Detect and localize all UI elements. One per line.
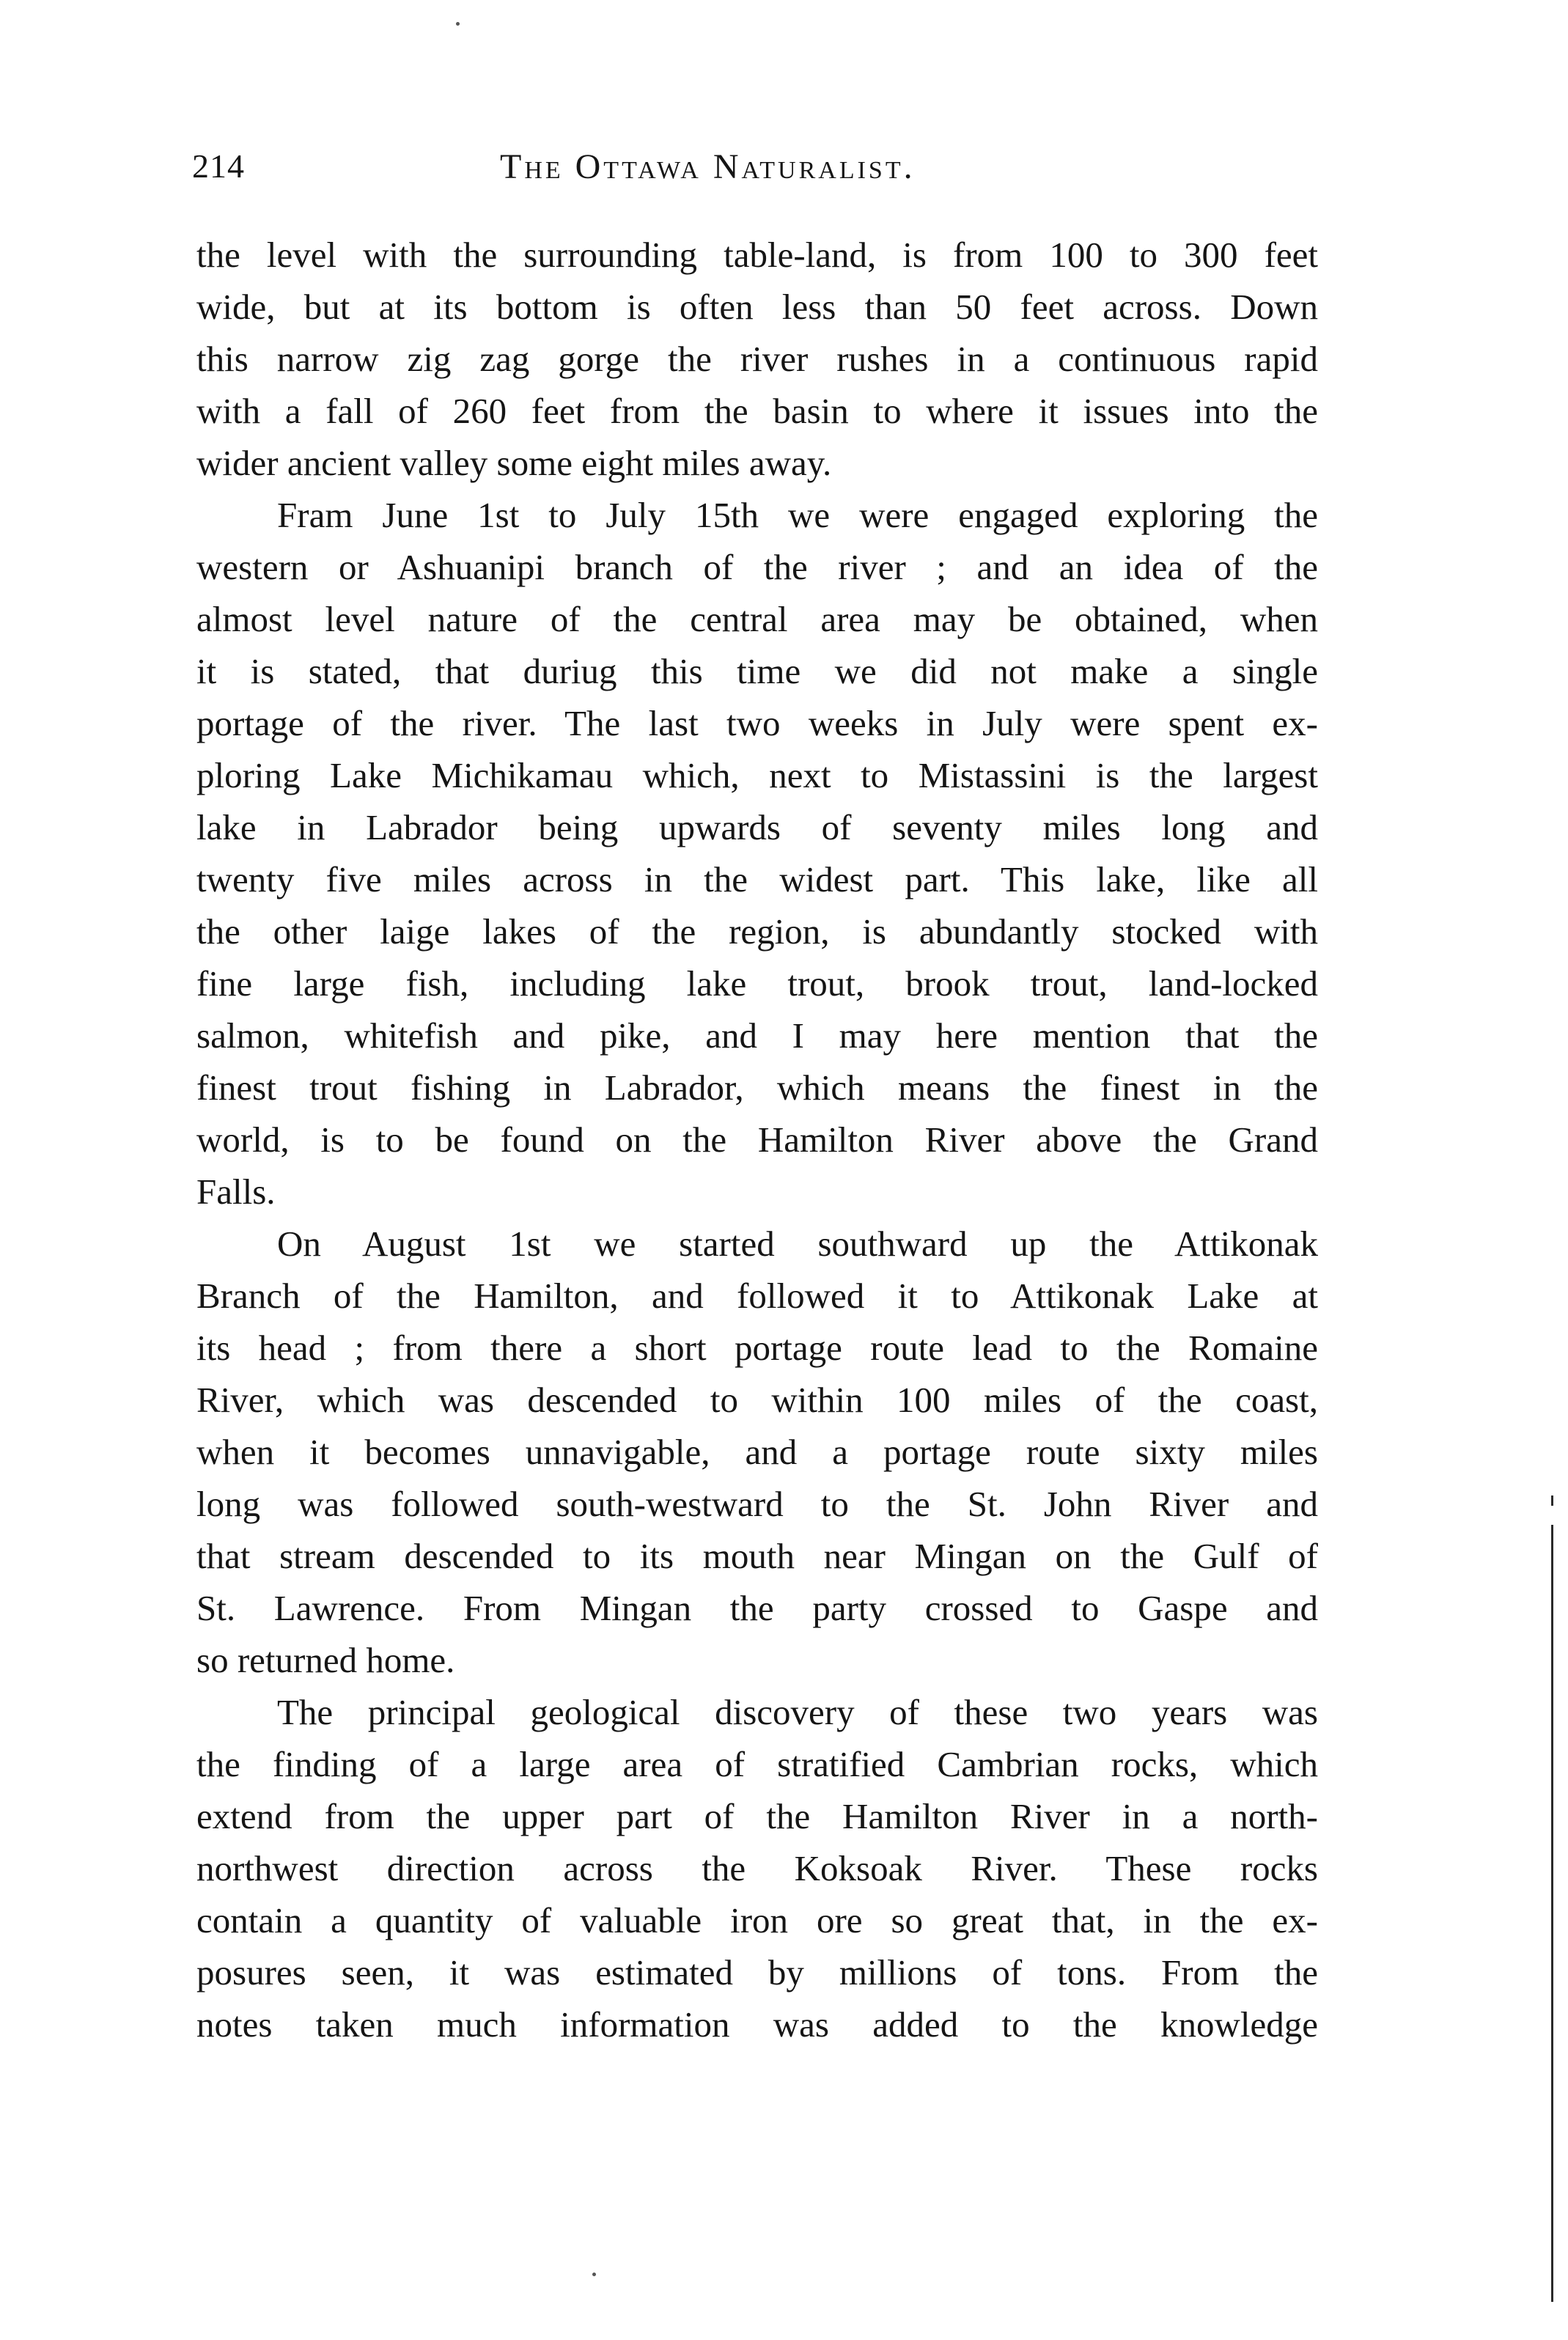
body-text — [196, 229, 1318, 2050]
text-line: world, is to be found on the Hamilton River above the Grand — [196, 1119, 1318, 1160]
text-line: fine large fish, including lake trout, brook trout, land-locked — [196, 963, 1318, 1004]
bottom-ink-dot — [592, 2273, 596, 2276]
text-line: when it becomes unnavigable, and a portage route sixty miles — [196, 1432, 1318, 1472]
text-line: The principal geological discovery of these two years was — [277, 1692, 1318, 1732]
text-line: contain a quantity of valuable iron ore so great that, in the ex- — [196, 1900, 1318, 1940]
text-line: so returned home. — [196, 1640, 455, 1680]
text-line: this narrow zig zag gorge the river rushes in a continuous rapid — [196, 339, 1318, 379]
text-line: the level with the surrounding table-land, is from 100 to 300 feet — [196, 235, 1318, 275]
page-header — [192, 147, 1321, 205]
text-line: its head ; from there a short portage route lead to the Romaine — [196, 1328, 1318, 1368]
text-line: western or Ashuanipi branch of the river ; and an idea of the — [196, 547, 1318, 587]
text-line: it is stated, that duriug this time we did not make a single — [196, 651, 1318, 691]
text-line: that stream descended to its mouth near Mingan on the Gulf of — [196, 1536, 1318, 1576]
text-line: almost level nature of the central area may be obtained, when — [196, 599, 1318, 639]
text-line: the other laige lakes of the region, is abundantly stocked with — [196, 911, 1318, 952]
text-line: portage of the river. The last two weeks in July were spent ex- — [196, 703, 1318, 743]
text-line: northwest direction across the Koksoak River. These rocks — [196, 1848, 1318, 1888]
text-line: the finding of a large area of stratified Cambrian rocks, which — [196, 1744, 1318, 1784]
text-line: notes taken much information was added to the knowledge — [196, 2004, 1318, 2045]
text-line: wider ancient valley some eight miles away. — [196, 443, 832, 483]
text-line: finest trout fishing in Labrador, which means the finest in the — [196, 1067, 1318, 1108]
page-edge-mark — [1551, 1495, 1553, 1506]
page-edge-rule — [1551, 1525, 1553, 2302]
text-line: wide, but at its bottom is often less than 50 feet across. Down — [196, 287, 1318, 327]
text-line: posures seen, it was estimated by millions of tons. From the — [196, 1952, 1318, 1993]
text-line: River, which was descended to within 100 miles of the coast, — [196, 1380, 1318, 1420]
text-line: Falls. — [196, 1171, 276, 1212]
text-line: St. Lawrence. From Mingan the party crossed to Gaspe and — [196, 1588, 1318, 1628]
text-line: long was followed south-westward to the St. John River and — [196, 1484, 1318, 1524]
top-ink-dot — [456, 22, 460, 26]
page-number: 214 — [192, 147, 245, 185]
text-line: Fram June 1st to July 15th we were engaged exploring the — [277, 495, 1318, 535]
text-line: ploring Lake Michikamau which, next to Mistassini is the largest — [196, 755, 1318, 795]
text-line: Branch of the Hamilton, and followed it to Attikonak Lake at — [196, 1276, 1318, 1316]
text-line: extend from the upper part of the Hamilton River in a north- — [196, 1796, 1318, 1836]
text-line: On August 1st we started southward up the Attikonak — [277, 1224, 1318, 1264]
text-line: twenty five miles across in the widest part. This lake, like all — [196, 859, 1318, 899]
text-line: with a fall of 260 feet from the basin to where it issues into the — [196, 391, 1318, 431]
text-line: salmon, whitefish and pike, and I may here mention that the — [196, 1015, 1318, 1056]
text-line: lake in Labrador being upwards of seventy miles long and — [196, 807, 1318, 847]
running-title: The Ottawa Naturalist. — [500, 147, 916, 186]
